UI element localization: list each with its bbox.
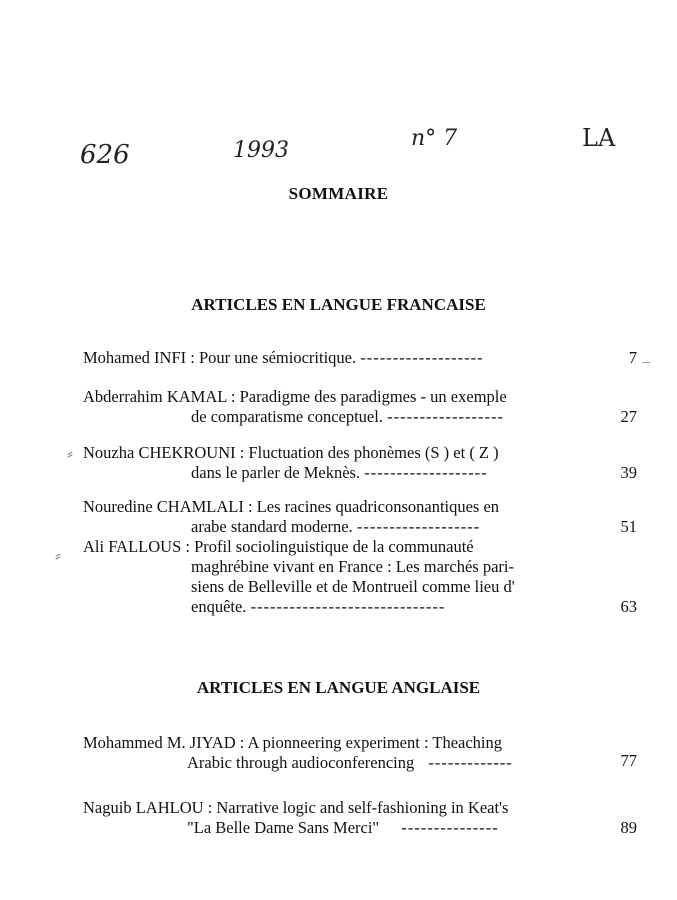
entry-text: arabe standard moderne.: [191, 517, 353, 536]
page-number: 63: [620, 597, 637, 616]
leader-dashes: ------------------: [387, 407, 504, 426]
entry-text: Arabic through audioconferencing: [187, 753, 415, 772]
handwritten-code: 626: [80, 140, 130, 170]
toc-entry: [83, 798, 508, 838]
entry-text: Naguib LAHLOU : Narrative logic and self-fashioning in Keat's: [83, 798, 509, 817]
entry-text: maghrébine vivant en France : Les marchés pari-: [191, 557, 514, 576]
entry-text: dans le parler de Meknès.: [191, 463, 361, 482]
toc-entry: [83, 387, 507, 427]
entry-text: Ali FALLOUS : Profil sociolinguistique de la communauté: [83, 537, 474, 556]
toc-entry: [83, 537, 515, 617]
leader-dashes: -------------------: [360, 348, 484, 367]
page-number: 27: [620, 407, 637, 426]
toc-entry: [83, 733, 513, 773]
entry-text: "La Belle Dame Sans Merci": [187, 818, 380, 837]
leader-dashes: -------------: [428, 753, 513, 772]
toc-entry: [83, 497, 499, 537]
page-title: SOMMAIRE: [288, 184, 389, 203]
toc-entry: [83, 348, 484, 368]
handwritten-number: n° 7: [411, 126, 458, 151]
entry-text: Mohamed INFI : Pour une sémiocritique.: [83, 348, 357, 367]
leader-dashes: -------------------: [364, 463, 488, 482]
margin-mark: ⸗: [67, 443, 73, 463]
entry-text: Nouzha CHEKROUNI : Fluctuation des phonèmes (S ) et ( Z ): [83, 443, 499, 462]
page-number: 7: [628, 348, 637, 367]
handwritten-year: 1993: [233, 138, 289, 163]
entry-text: siens de Belleville et de Montrueil comme lieu d': [191, 577, 515, 596]
entry-text: de comparatisme conceptuel.: [191, 407, 383, 426]
section-heading-french: ARTICLES EN LANGUE FRANCAISE: [191, 295, 486, 314]
page-number: 89: [620, 818, 637, 837]
page-number: 77: [620, 751, 637, 770]
toc-entry: [83, 443, 499, 483]
entry-text: Nouredine CHAMLALI : Les racines quadriconsonantiques en: [83, 497, 500, 516]
leader-dashes: ------------------------------: [250, 597, 446, 616]
section-heading-english: ARTICLES EN LANGUE ANGLAISE: [196, 678, 481, 697]
entry-text: enquête.: [191, 597, 247, 616]
leader-dashes: -------------------: [356, 517, 481, 536]
page-number: 39: [620, 463, 637, 482]
entry-text: Abderrahim KAMAL : Paradigme des paradigmes - un exemple: [83, 387, 507, 406]
margin-mark: ⸗: [55, 545, 61, 565]
leader-dashes: ---------------: [401, 818, 499, 837]
handwritten-initials: LA: [582, 124, 616, 152]
entry-text: Mohammed M. JIYAD : A pionneering experiment : Theaching: [83, 733, 502, 752]
stray-mark: [642, 362, 650, 363]
page-number: 51: [620, 517, 637, 536]
